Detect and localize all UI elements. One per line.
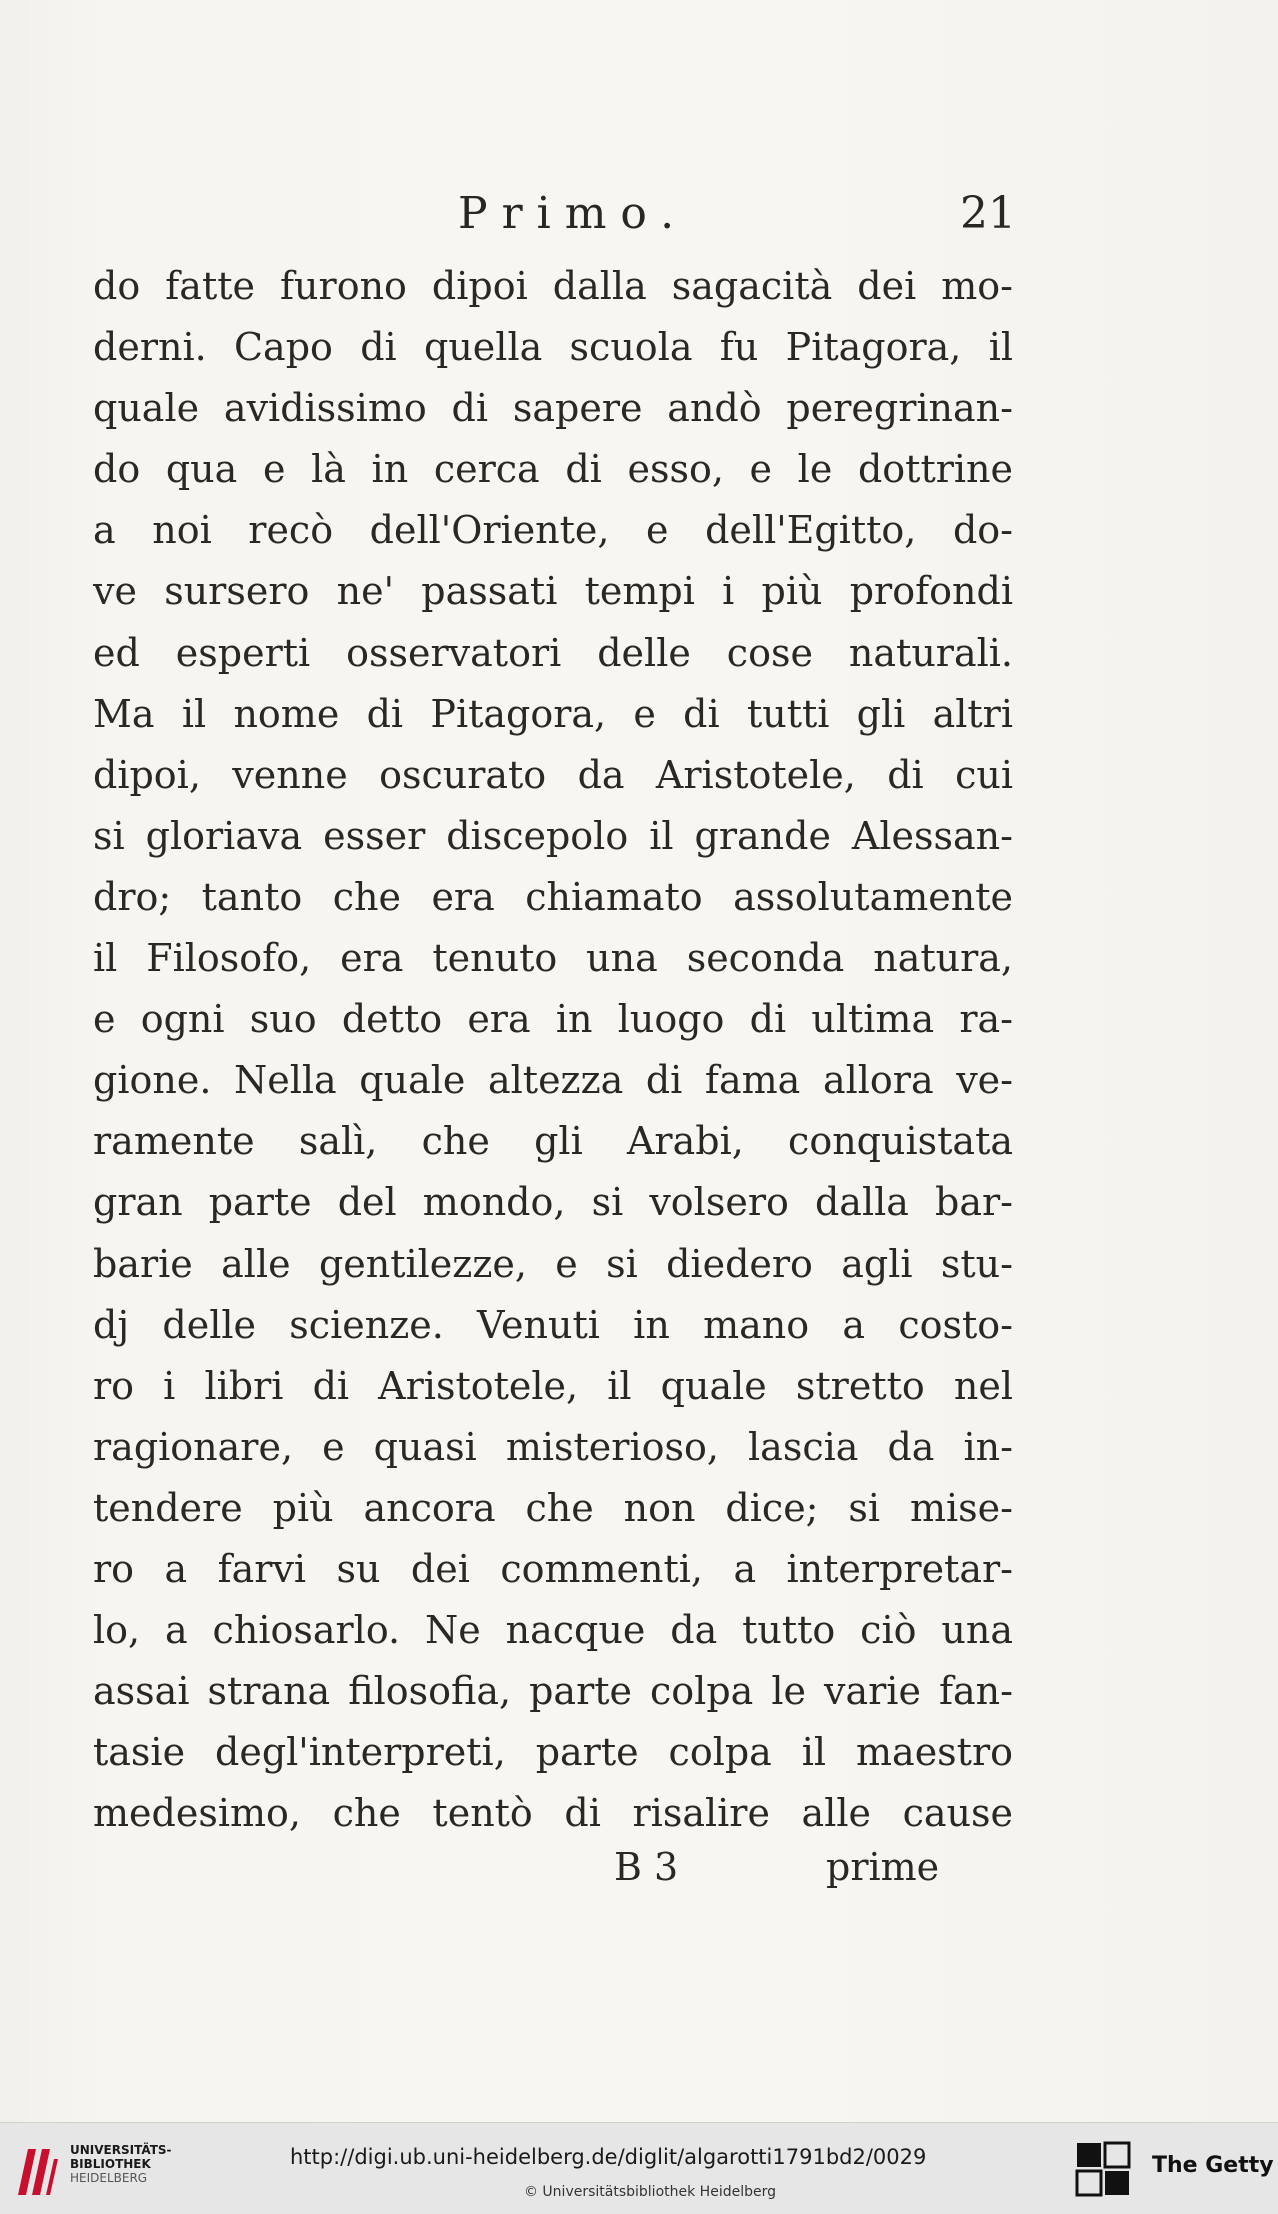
text-line: barie alle gentilezze, e si diedero agli stu-	[93, 1241, 1013, 1286]
running-head	[0, 188, 1278, 248]
text-line: a noi recò dell'Oriente, e dell'Egitto, do-	[93, 508, 1013, 553]
page-number: 21	[960, 188, 1016, 239]
permalink-url[interactable]: http://digi.ub.uni-heidelberg.de/diglit/algarotti1791bd2/0029	[290, 2145, 927, 2169]
text-line: dj delle scienze. Venuti in mano a costo-	[93, 1302, 1013, 1347]
text-line: do fatte furono dipoi dalla sagacità dei mo-	[93, 264, 1013, 308]
text-line: derni. Capo di quella scuola fu Pitagora, il	[93, 325, 1013, 370]
university-library-logo-icon	[14, 2141, 60, 2199]
copyright-notice: © Universitätsbibliothek Heidelberg	[523, 2184, 776, 2200]
getty-logo-icon	[1075, 2141, 1131, 2199]
text-line: assai strana filosofia, parte colpa le varie fan-	[93, 1669, 1013, 1714]
text-line: Ma il nome di Pitagora, e di tutti gli altri	[93, 691, 1013, 736]
text-line: il Filosofo, era tenuto una seconda natura,	[93, 936, 1013, 981]
text-line: ragionare, e quasi misterioso, lascia da in-	[93, 1424, 1013, 1469]
text-line: quale avidissimo di sapere andò peregrinan-	[93, 386, 1013, 431]
signature-mark: B 3	[614, 1845, 679, 1889]
text-line: medesimo, che tentò di risalire alle cause	[93, 1791, 1013, 1836]
body-text	[93, 256, 1013, 1844]
viewer-footer	[0, 2122, 1278, 2214]
partner-name: The Getty	[1152, 2153, 1274, 2178]
text-line: si gloriava esser discepolo il grande Alessan-	[93, 813, 1013, 858]
text-line: ed esperti osservatori delle cose naturali.	[93, 630, 1013, 675]
text-line: lo, a chiosarlo. Ne nacque da tutto ciò una	[93, 1608, 1013, 1653]
catchword: prime	[826, 1845, 940, 1889]
text-line: e ogni suo detto era in luogo di ultima ra-	[93, 997, 1013, 1042]
text-line: gran parte del mondo, si volsero dalla bar-	[93, 1180, 1013, 1225]
text-line: dro; tanto che era chiamato assolutamente	[93, 874, 1013, 919]
text-line: ro a farvi su dei commenti, a interpretar-	[93, 1546, 1013, 1591]
text-line: gione. Nella quale altezza di fama allora ve-	[93, 1058, 1013, 1103]
text-line: dipoi, venne oscurato da Aristotele, di cui	[93, 752, 1013, 797]
text-line: tendere più ancora che non dice; si mise-	[93, 1485, 1013, 1530]
page-foot	[0, 1845, 1278, 1905]
text-line: do qua e là in cerca di esso, e le dottrine	[93, 447, 1013, 492]
library-name: UNIVERSITÄTS- BIBLIOTHEK HEIDELBERG	[70, 2143, 172, 2185]
text-line: tasie degl'interpreti, parte colpa il maestro	[93, 1730, 1013, 1775]
text-line: ve sursero ne' passati tempi i più profondi	[93, 569, 1013, 614]
text-line: ramente salì, che gli Arabi, conquistata	[93, 1119, 1013, 1164]
text-line: ro i libri di Aristotele, il quale stretto nel	[93, 1363, 1013, 1408]
running-title: Primo.	[458, 188, 689, 239]
